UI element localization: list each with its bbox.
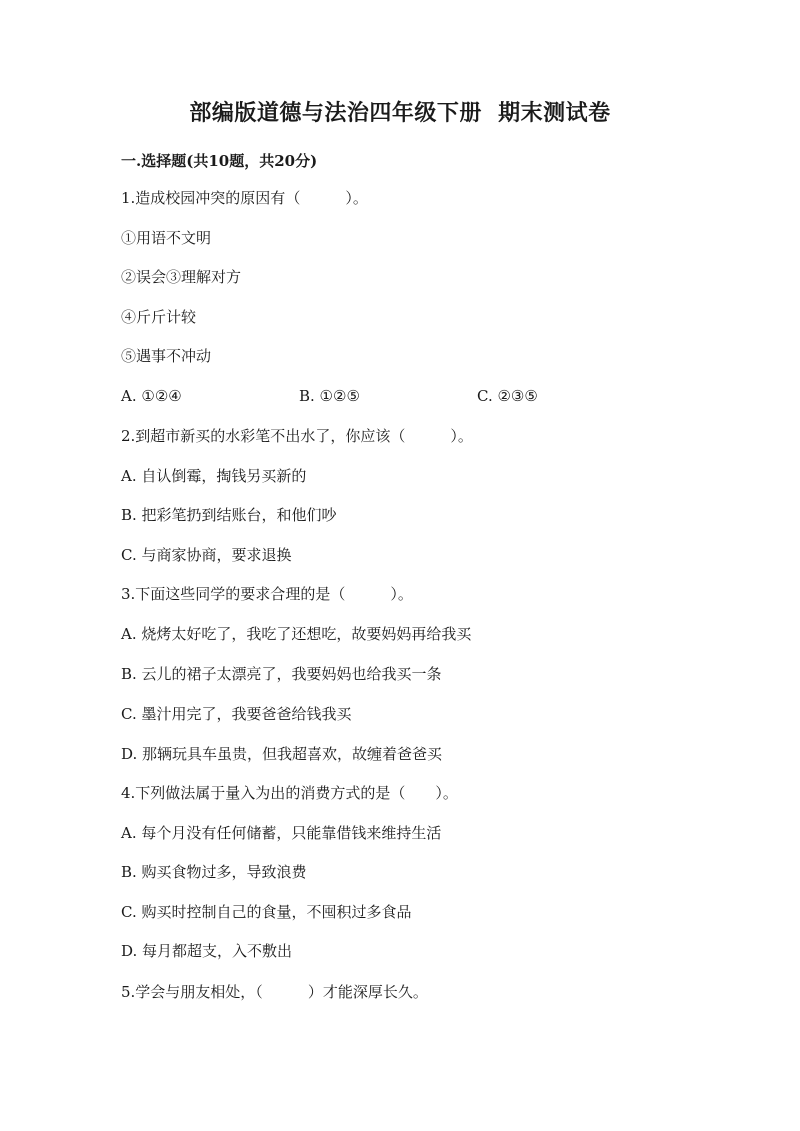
question-2-option-b: B. 把彩笔扔到结账台，和他们吵 xyxy=(121,506,337,524)
question-1-option-b: B. ①②⑤ xyxy=(299,387,360,405)
question-1-item-4: ⑤遇事不冲动 xyxy=(121,347,212,365)
page-title: 部编版道德与法治四年级下册 期末测试卷 xyxy=(189,100,611,126)
question-3-option-a: A. 烧烤太好吃了，我吃了还想吃，故要妈妈再给我买 xyxy=(121,625,472,643)
question-2-option-a: A. 自认倒霉，掏钱另买新的 xyxy=(121,467,307,485)
question-2-option-c: C. 与商家协商，要求退换 xyxy=(121,546,292,564)
question-3-option-b: B. 云儿的裙子太漂亮了，我要妈妈也给我买一条 xyxy=(121,665,442,683)
question-1-item-3: ④斤斤计较 xyxy=(121,308,197,326)
question-4-option-a: A. 每个月没有任何储蓄，只能靠借钱来维持生活 xyxy=(121,824,442,842)
question-1-stem: 1.造成校园冲突的原因有（ ）。 xyxy=(121,189,368,207)
question-4-option-d: D. 每月都超支，入不敷出 xyxy=(121,942,293,960)
question-1-option-c: C. ②③⑤ xyxy=(477,387,538,405)
question-1-item-1: ①用语不文明 xyxy=(121,229,212,247)
question-3-option-c: C. 墨汁用完了，我要爸爸给钱我买 xyxy=(121,705,352,723)
question-1-option-a: A. ①②④ xyxy=(121,387,182,405)
question-2-stem: 2.到超市新买的水彩笔不出水了，你应该（ ）。 xyxy=(121,427,473,445)
question-5-stem: 5.学会与朋友相处，（ ）才能深厚长久。 xyxy=(121,983,428,1001)
section-heading: 一.选择题(共10题，共20分) xyxy=(121,152,318,170)
question-4-stem: 4.下列做法属于量入为出的消费方式的是（ ）。 xyxy=(121,784,458,802)
question-1-item-2: ②误会③理解对方 xyxy=(121,268,242,286)
question-3-stem: 3.下面这些同学的要求合理的是（ ）。 xyxy=(121,585,413,603)
question-4-option-c: C. 购买时控制自己的食量，不囤积过多食品 xyxy=(121,903,412,921)
question-4-option-b: B. 购买食物过多，导致浪费 xyxy=(121,863,307,881)
question-3-option-d: D. 那辆玩具车虽贵，但我超喜欢，故缠着爸爸买 xyxy=(121,745,443,763)
